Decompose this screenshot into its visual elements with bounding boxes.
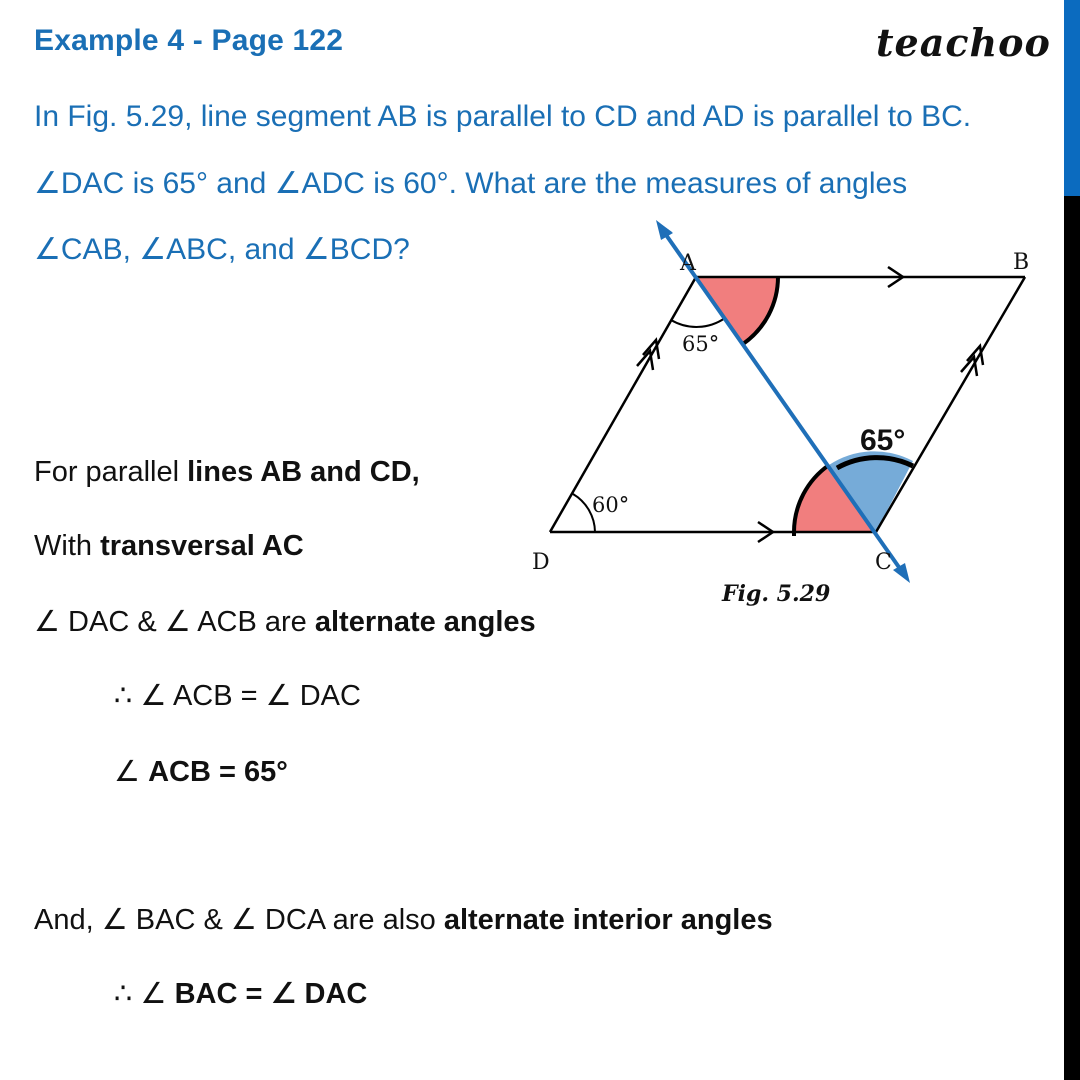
solution-line-1 xyxy=(34,456,420,489)
transversal-arrowhead-top xyxy=(656,220,673,240)
solution-line-3-bold: alternate angles xyxy=(314,606,536,638)
side-bc xyxy=(876,277,1025,532)
question-line-3: ∠CAB, ∠ABC, and ∠BCD? xyxy=(34,233,410,266)
page-title: Example 4 - Page 122 xyxy=(34,24,344,57)
solution-line-6-bold: alternate interior angles xyxy=(443,904,773,936)
solution-line-3 xyxy=(34,604,536,639)
vertex-a-label: A xyxy=(680,251,696,276)
transversal-arrowhead-bottom xyxy=(893,563,910,583)
question-line-1: In Fig. 5.29, line segment AB is parallel to CD and AD is parallel to BC. xyxy=(34,100,972,133)
angle-dac-arc xyxy=(671,318,725,327)
vertex-d-label: D xyxy=(532,550,550,575)
vertex-c-label: C xyxy=(875,550,892,575)
transversal-ac xyxy=(664,232,906,573)
solution-line-5 xyxy=(114,754,288,789)
solution-line-7-text: ∴ ∠ xyxy=(114,978,175,1010)
solution-line-1-bold: lines AB and CD, xyxy=(187,456,420,488)
solution-line-2-bold: transversal AC xyxy=(100,530,304,562)
angle-dac-label: 65° xyxy=(682,332,720,356)
solution-line-7 xyxy=(114,976,367,1011)
solution-line-7-bold: BAC = ∠ DAC xyxy=(174,978,368,1010)
solution-line-2-text: With xyxy=(34,530,101,562)
solution-line-1-text: For parallel xyxy=(34,456,188,488)
solution-line-3-text: ∠ DAC & ∠ ACB are xyxy=(34,606,315,638)
teachoo-logo: teachoo xyxy=(876,20,1051,65)
figure-caption: Fig. 5.29 xyxy=(722,581,831,607)
solution-line-5-bold: ACB = 65° xyxy=(148,756,288,788)
solution-line-5-text: ∠ xyxy=(114,756,149,788)
vertex-b-label: B xyxy=(1013,250,1030,275)
angle-adc-label: 60° xyxy=(592,493,630,517)
solution-line-4: ∴ ∠ ACB = ∠ DAC xyxy=(114,680,361,712)
solution-line-6-text: And, ∠ BAC & ∠ DCA are also xyxy=(34,904,444,936)
solution-line-6 xyxy=(34,902,773,937)
angle-acb-label: 65° xyxy=(860,424,906,457)
solution-line-2 xyxy=(34,530,304,563)
question-line-2: ∠DAC is 65° and ∠ADC is 60°. What are the measures of angles xyxy=(34,167,908,200)
